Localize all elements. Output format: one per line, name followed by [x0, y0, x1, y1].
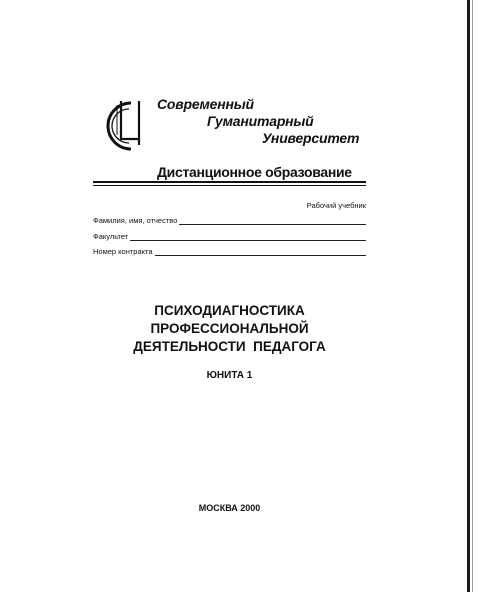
field-underline	[130, 232, 366, 241]
page-edge-line	[472, 0, 473, 592]
program-title: Дистанционное образование	[157, 164, 352, 180]
university-name-line-3: Университет	[262, 130, 360, 146]
field-label: Фамилия, имя, отчество	[93, 216, 178, 225]
document-title-line-3: ДЕЯТЕЛЬНОСТИ ПЕДАГОГА	[133, 339, 326, 354]
document-title-line-2: ПРОФЕССИОНАЛЬНОЙ	[150, 321, 309, 336]
field-underline	[155, 247, 366, 256]
university-name-line-1: Современный	[157, 96, 254, 112]
form-field-faculty	[93, 232, 366, 241]
page-edge-shadow	[467, 0, 470, 592]
unit-label: ЮНИТА 1	[206, 370, 253, 381]
field-label: Факультет	[93, 232, 129, 241]
city-year: МОСКВА 2000	[198, 503, 261, 513]
document-title-line-1: ПСИХОДИАГНОСТИКА	[154, 303, 305, 318]
header-rule-thick	[93, 181, 366, 183]
form-field-contract-number	[93, 247, 366, 256]
field-underline	[179, 216, 366, 225]
field-label: Номер контракта	[93, 247, 153, 256]
university-name-line-2: Гуманитарный	[207, 113, 314, 129]
form-field-full-name	[93, 216, 366, 225]
header-rule-thin	[93, 185, 366, 186]
document-type-label: Рабочий учебник	[306, 201, 366, 210]
university-logo-icon	[93, 95, 153, 157]
